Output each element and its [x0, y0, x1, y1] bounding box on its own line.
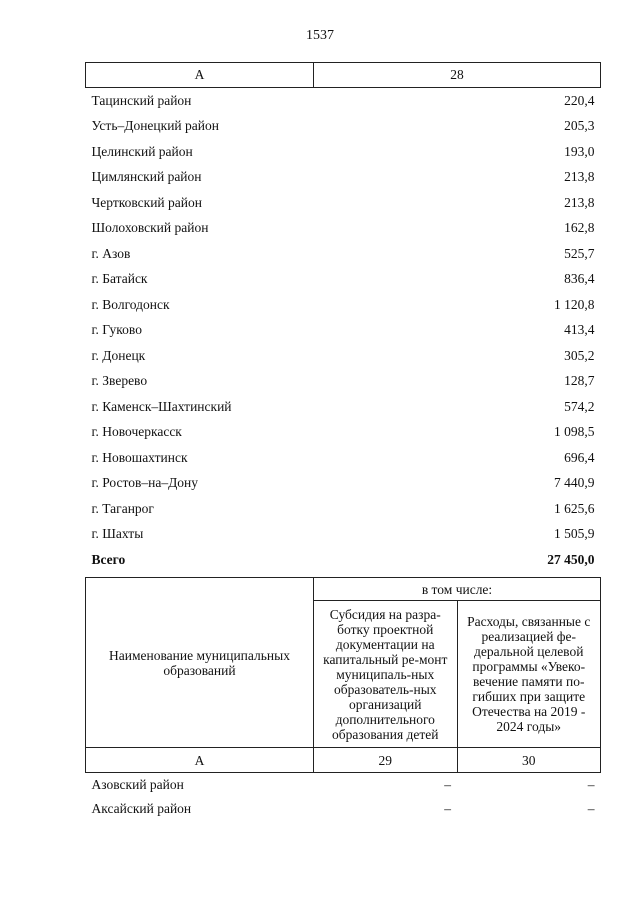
table-row [86, 343, 601, 369]
municipality-name: г. Гуково [91, 322, 142, 338]
amount-value: 1 120,8 [554, 296, 595, 312]
total-label: Всего [91, 551, 126, 567]
municipality-name: Азовский район [91, 777, 184, 792]
subsidy-table-29-30 [85, 577, 601, 821]
municipality-name: г. Батайск [91, 271, 148, 287]
municipality-name: г. Каменск–Шахтинский [91, 398, 232, 414]
total-row [86, 547, 601, 573]
header-col-30: Расходы, связанные с реализацией фе-деральной целевой программы «Увеко-вечение памяти по-гибших при защите Отечества на 2019 - 2024 годы» [457, 601, 601, 748]
table-row [86, 369, 601, 395]
amount-value: 696,4 [564, 449, 595, 465]
amount-value: 220,4 [564, 92, 595, 108]
header-including-row [86, 578, 601, 601]
municipality-name: г. Зверево [91, 373, 148, 389]
table-row [86, 471, 601, 497]
table-row [86, 445, 601, 471]
municipality-name: Аксайский район [91, 801, 192, 816]
table-row [86, 420, 601, 446]
amount-value: 1 098,5 [554, 424, 595, 440]
municipality-name: г. Азов [91, 245, 131, 261]
header-col-a: А [86, 63, 314, 88]
table-row [86, 318, 601, 344]
municipality-name: г. Ростов–на–Дону [91, 475, 199, 491]
col-number-29: 29 [314, 748, 458, 773]
col-letter-a: А [86, 748, 314, 773]
total-value: 27 450,0 [547, 551, 595, 567]
municipality-name: Усть–Донецкий район [91, 118, 219, 134]
table-row [86, 114, 601, 140]
amount-value: 413,4 [564, 322, 595, 338]
header-col-28: 28 [314, 63, 601, 88]
amount-value: 7 440,9 [554, 475, 595, 491]
table-row [86, 190, 601, 216]
value-col-30: – [587, 777, 595, 792]
municipality-name: г. Донецк [91, 347, 146, 363]
table-row [86, 241, 601, 267]
amount-value: 162,8 [564, 220, 595, 236]
amount-value: 1 625,6 [554, 500, 595, 516]
amount-value: 128,7 [564, 373, 595, 389]
page-number: 1537 [306, 28, 334, 43]
municipality-name: г. Шахты [91, 526, 144, 542]
table-row [86, 216, 601, 242]
amount-value: 305,2 [564, 347, 595, 363]
table-row [86, 496, 601, 522]
municipality-name: г. Новочеркасск [91, 424, 182, 440]
municipality-name: г. Новошахтинск [91, 449, 188, 465]
table-row [86, 797, 601, 821]
table-row [86, 88, 601, 114]
table-row [86, 394, 601, 420]
amount-value: 574,2 [564, 398, 595, 414]
table-row [86, 773, 601, 798]
municipality-name: г. Волгодонск [91, 296, 170, 312]
table-row [86, 139, 601, 165]
subsidy-table-28 [85, 62, 601, 573]
municipality-name: Тацинский район [91, 92, 192, 108]
amount-value: 836,4 [564, 271, 595, 287]
header-municipality: Наименование муниципальных образований [86, 578, 314, 748]
amount-value: 193,0 [564, 143, 595, 159]
municipality-name: Цимлянский район [91, 169, 202, 185]
column-number-row [86, 748, 601, 773]
table-header-row [86, 63, 601, 88]
header-col-29: Субсидия на разра-ботку проектной документации на капитальный ре-монт муниципаль-ных образователь-ных организаций дополнительного образования детей [314, 601, 458, 748]
amount-value: 525,7 [564, 245, 595, 261]
col-number-30: 30 [457, 748, 601, 773]
header-including: в том числе: [314, 578, 601, 601]
table-row [86, 522, 601, 548]
table-row [86, 267, 601, 293]
table-row [86, 292, 601, 318]
table-row [86, 165, 601, 191]
table-body [86, 88, 601, 548]
table-body [86, 773, 601, 822]
amount-value: 213,8 [564, 169, 595, 185]
municipality-name: Шолоховский район [91, 220, 209, 236]
amount-value: 205,3 [564, 118, 595, 134]
municipality-name: Целинский район [91, 143, 193, 159]
municipality-name: Чертковский район [91, 194, 202, 210]
value-col-30: – [587, 801, 595, 816]
amount-value: 213,8 [564, 194, 595, 210]
value-col-29: – [444, 801, 451, 816]
amount-value: 1 505,9 [554, 526, 595, 542]
municipality-name: г. Таганрог [91, 500, 154, 516]
value-col-29: – [444, 777, 451, 792]
